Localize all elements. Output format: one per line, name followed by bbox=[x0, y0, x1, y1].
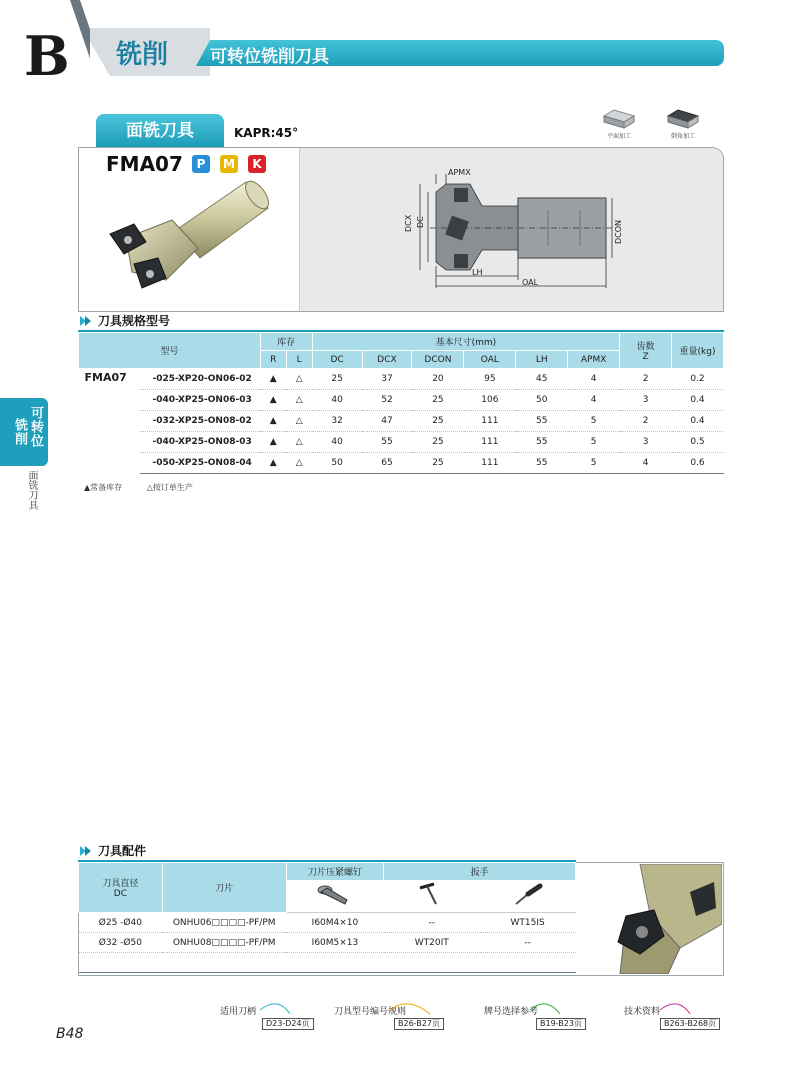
cell-z: 2 bbox=[620, 411, 672, 432]
chapter-category: 铣削 bbox=[116, 40, 169, 70]
family-cell: FMA07 bbox=[84, 371, 127, 384]
ref-tech-label: 技术资料 bbox=[624, 1007, 661, 1017]
cell-l: △ bbox=[286, 390, 312, 411]
screw-icon-cell bbox=[286, 881, 384, 913]
cell-dcon: 25 bbox=[412, 432, 464, 453]
ref-grade-label: 牌号选择参考 bbox=[484, 1007, 539, 1017]
th-stock: 库存 bbox=[260, 333, 312, 351]
cell-acc-insert: ONHU06□□□□-PF/PM bbox=[162, 913, 286, 933]
label-dcx: DCX bbox=[404, 214, 413, 232]
cell-apmx: 5 bbox=[568, 453, 620, 474]
table-row bbox=[79, 390, 724, 411]
cell-l: △ bbox=[286, 453, 312, 474]
cell-r: ▲ bbox=[260, 369, 286, 390]
badge-k: K bbox=[248, 155, 266, 173]
th-acc-insert: 刀片 bbox=[162, 863, 286, 913]
cell-kg: 0.4 bbox=[672, 411, 724, 432]
double-arrow-icon bbox=[80, 846, 92, 856]
ref-curves bbox=[240, 996, 730, 1020]
cell-acc-wrench2: WT15IS bbox=[480, 913, 576, 933]
table-row bbox=[79, 453, 724, 474]
cell-dc: 40 bbox=[312, 432, 362, 453]
badge-m: M bbox=[220, 155, 238, 173]
legend-order: △按订单生产 bbox=[146, 483, 193, 492]
cell-oal: 111 bbox=[464, 411, 516, 432]
cell-r: ▲ bbox=[260, 390, 286, 411]
cell-apmx: 5 bbox=[568, 411, 620, 432]
legend-stock: ▲常备库存 bbox=[84, 483, 123, 492]
ref-code-link[interactable]: B26-B27页 bbox=[394, 1018, 444, 1030]
cell-dcx: 37 bbox=[362, 369, 412, 390]
cell-dc: 50 bbox=[312, 453, 362, 474]
cell-l: △ bbox=[286, 369, 312, 390]
cell-z: 4 bbox=[620, 453, 672, 474]
cell-z: 2 bbox=[620, 369, 672, 390]
cell-dcx: 55 bbox=[362, 432, 412, 453]
label-dcon: DCON bbox=[614, 219, 623, 244]
chapter-subtitle: 可转位铣削刀具 bbox=[210, 47, 329, 67]
cell-r: ▲ bbox=[260, 411, 286, 432]
table-row bbox=[79, 933, 576, 953]
table-row bbox=[79, 432, 724, 453]
label-apmx: APMX bbox=[448, 168, 471, 177]
cell-dcx: 52 bbox=[362, 390, 412, 411]
cell-acc-wrench1: WT20IT bbox=[384, 933, 480, 953]
cell-z: 3 bbox=[620, 432, 672, 453]
table-row bbox=[79, 411, 724, 432]
th-r: R bbox=[260, 351, 286, 369]
cell-kg: 0.2 bbox=[672, 369, 724, 390]
cell-code: -025-XP20-ON06-02 bbox=[140, 369, 260, 390]
cell-kg: 0.4 bbox=[672, 390, 724, 411]
th-weight: 重量(kg) bbox=[672, 333, 724, 369]
label-oal: OAL bbox=[522, 278, 539, 287]
th-acc-wrench: 扳手 bbox=[384, 863, 576, 881]
cell-kg: 0.6 bbox=[672, 453, 724, 474]
cell-code: -040-XP25-ON06-03 bbox=[140, 390, 260, 411]
side-tab-col1: 铣削 bbox=[12, 418, 27, 446]
chamfer-icon bbox=[664, 108, 702, 130]
cell-l: △ bbox=[286, 411, 312, 432]
cell-oal: 106 bbox=[464, 390, 516, 411]
th-acc-screw: 刀片压紧螺钉 bbox=[286, 863, 384, 881]
cell-acc-insert: ONHU08□□□□-PF/PM bbox=[162, 933, 286, 953]
ref-grade-link[interactable]: B19-B23页 bbox=[536, 1018, 586, 1030]
cell-acc-wrench1: -- bbox=[384, 913, 480, 933]
screwdriver-icon bbox=[508, 882, 548, 908]
table-row bbox=[79, 369, 724, 390]
cell-l: △ bbox=[286, 432, 312, 453]
cell-acc-dc: Ø25 -Ø40 bbox=[79, 913, 163, 933]
face-mill-photo bbox=[96, 168, 276, 298]
cell-apmx: 5 bbox=[568, 432, 620, 453]
cell-oal: 95 bbox=[464, 369, 516, 390]
th-model: 型号 bbox=[79, 333, 261, 369]
cell-oal: 111 bbox=[464, 453, 516, 474]
spec-section-title: 刀具规格型号 bbox=[98, 314, 171, 328]
th-lh: LH bbox=[516, 351, 568, 369]
cell-dcon: 25 bbox=[412, 390, 464, 411]
model-name: FMA07 bbox=[106, 152, 183, 176]
cell-apmx: 4 bbox=[568, 369, 620, 390]
t-wrench-icon bbox=[412, 882, 452, 908]
cell-acc-dc: Ø32 -Ø50 bbox=[79, 933, 163, 953]
face-milling-label: 平面加工 bbox=[606, 133, 631, 140]
side-tab-col2: 可转位 bbox=[28, 406, 43, 448]
header-slash bbox=[68, 0, 90, 76]
cell-dcx: 47 bbox=[362, 411, 412, 432]
ref-holder-label: 适用刀柄 bbox=[220, 1007, 257, 1017]
cell-code: -032-XP25-ON08-02 bbox=[140, 411, 260, 432]
spec-section-header bbox=[80, 312, 170, 329]
cell-oal: 111 bbox=[464, 432, 516, 453]
cell-r: ▲ bbox=[260, 453, 286, 474]
th-dcx: DCX bbox=[362, 351, 412, 369]
cell-dc: 32 bbox=[312, 411, 362, 432]
cell-lh: 50 bbox=[516, 390, 568, 411]
th-acc-dc: 刀具直径 DC bbox=[79, 863, 163, 913]
double-arrow-icon bbox=[80, 316, 92, 326]
insert-closeup-photo bbox=[590, 864, 722, 974]
cell-dc: 25 bbox=[312, 369, 362, 390]
cell-lh: 55 bbox=[516, 453, 568, 474]
th-l: L bbox=[286, 351, 312, 369]
ref-holder-link[interactable]: D23-D24页 bbox=[262, 1018, 314, 1030]
cell-acc-screw: I60M5×13 bbox=[286, 933, 384, 953]
section-title: 面铣刀具 bbox=[96, 114, 224, 148]
cell-kg: 0.5 bbox=[672, 432, 724, 453]
cell-apmx: 4 bbox=[568, 390, 620, 411]
table-row bbox=[79, 913, 576, 933]
th-dcon: DCON bbox=[412, 351, 464, 369]
th-oal: OAL bbox=[464, 351, 516, 369]
th-apmx: APMX bbox=[568, 351, 620, 369]
cell-dcon: 20 bbox=[412, 369, 464, 390]
th-teeth: 齿数 Z bbox=[620, 333, 672, 369]
acc-section-header bbox=[80, 842, 146, 859]
cell-r: ▲ bbox=[260, 432, 286, 453]
cell-dcon: 25 bbox=[412, 411, 464, 432]
t-wrench-icon-cell bbox=[384, 881, 480, 913]
acc-section-title: 刀具配件 bbox=[98, 844, 147, 858]
cell-lh: 55 bbox=[516, 411, 568, 432]
screwdriver-icon-cell bbox=[480, 881, 576, 913]
kapr-label: KAPR:45° bbox=[234, 126, 299, 140]
ref-tech-link[interactable]: B263-B268页 bbox=[660, 1018, 720, 1030]
screw-icon bbox=[315, 882, 355, 908]
table-row bbox=[79, 953, 576, 973]
chamfer-label: 倒角加工 bbox=[670, 133, 695, 140]
label-lh: LH bbox=[472, 268, 483, 277]
cell-code: -040-XP25-ON08-03 bbox=[140, 432, 260, 453]
cell-acc-screw: I60M4×10 bbox=[286, 913, 384, 933]
cell-dcx: 65 bbox=[362, 453, 412, 474]
th-dc: DC bbox=[312, 351, 362, 369]
cell-dc: 40 bbox=[312, 390, 362, 411]
badge-p: P bbox=[192, 155, 210, 173]
stock-legend bbox=[84, 482, 193, 493]
dimension-diagram bbox=[400, 166, 636, 290]
ref-code-label: 刀具型号编号规则 bbox=[334, 1007, 407, 1017]
page-number: B48 bbox=[56, 1026, 84, 1042]
face-milling-icon bbox=[600, 108, 638, 130]
accessory-table bbox=[78, 862, 576, 973]
chapter-letter: B bbox=[24, 24, 70, 88]
spec-table bbox=[78, 332, 724, 474]
cell-z: 3 bbox=[620, 390, 672, 411]
cell-lh: 45 bbox=[516, 369, 568, 390]
cell-code: -050-XP25-ON08-04 bbox=[140, 453, 260, 474]
side-tab-sub: 面铣刀具 bbox=[26, 470, 37, 510]
th-dims: 基本尺寸(mm) bbox=[312, 333, 619, 351]
label-dc: DC bbox=[416, 216, 425, 228]
cell-lh: 55 bbox=[516, 432, 568, 453]
cell-dcon: 25 bbox=[412, 453, 464, 474]
cell-acc-wrench2: -- bbox=[480, 933, 576, 953]
